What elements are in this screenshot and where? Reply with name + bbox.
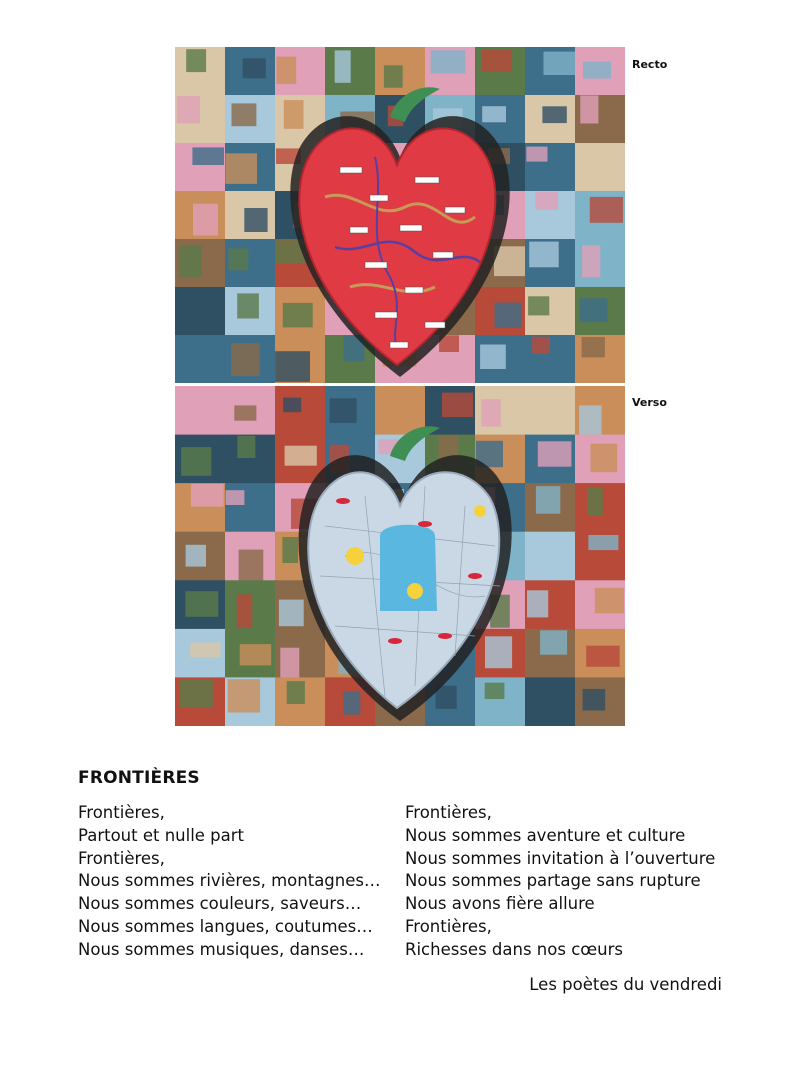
collage-recto-image xyxy=(175,47,625,383)
poem-line: Nous avons fière allure xyxy=(405,894,595,914)
poem-line: Nous sommes langues, coutumes… xyxy=(78,916,373,936)
poem-line: Nous sommes rivières, montagnes… xyxy=(78,871,381,891)
poem-line: Frontières, xyxy=(405,803,492,822)
collage-recto-artwork xyxy=(175,47,625,383)
poem-signature: Les poètes du vendredi xyxy=(529,975,722,994)
poem-line: Richesses dans nos cœurs xyxy=(405,939,623,959)
recto-label: Recto xyxy=(632,58,668,71)
poem-line: Nous sommes musiques, danses… xyxy=(78,939,365,959)
poem-title: FRONTIÈRES xyxy=(78,768,200,788)
poem-line: Frontières, xyxy=(78,803,165,822)
blue-patch xyxy=(380,536,437,611)
poem-line: Frontières, xyxy=(405,916,492,936)
poem-right-column xyxy=(405,802,715,962)
verso-label: Verso xyxy=(632,396,667,409)
poem-left-column xyxy=(78,802,380,962)
poem-line: Partout et nulle part xyxy=(78,825,245,845)
collage-verso-image xyxy=(175,386,625,726)
poem-line: Nous sommes partage sans rupture xyxy=(405,871,701,891)
poem-line: Nous sommes invitation à l’ouverture xyxy=(405,848,716,868)
poem-line: Nous sommes aventure et culture xyxy=(405,825,686,845)
poem-line: Frontières, xyxy=(78,848,165,868)
poem-line: Nous sommes couleurs, saveurs… xyxy=(78,894,362,914)
collage-verso-artwork xyxy=(175,386,625,726)
